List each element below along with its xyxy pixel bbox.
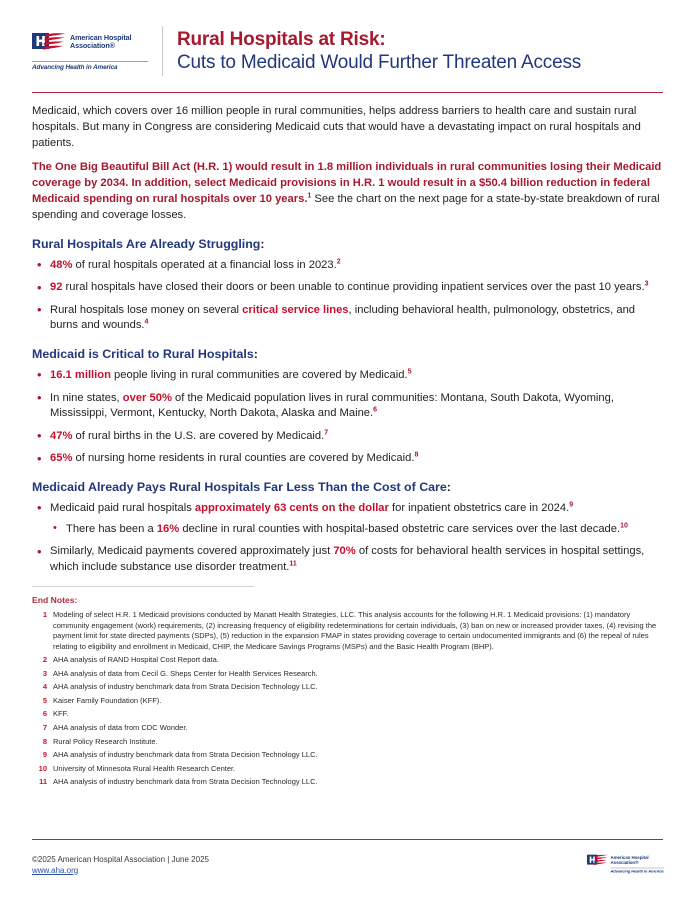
header-vertical-divider [162, 26, 163, 76]
footer-logo-wordmark [610, 854, 663, 866]
end-note-item [32, 777, 663, 787]
bullet-item [32, 368, 663, 384]
bullet-highlight: over 50% [122, 391, 172, 404]
bullet-footnote-ref: 5 [407, 368, 412, 376]
bullet-text: of rural hospitals operated at a financial loss in 2023. [72, 258, 337, 271]
footer-logo-line-1: American Hospital [609, 854, 649, 861]
section-heading-text: Medicaid is Critical to Rural Hospitals [32, 346, 254, 361]
bullet-footnote-ref: 4 [144, 318, 149, 326]
end-note-number: 5 [42, 695, 47, 705]
end-note-number: 8 [42, 736, 47, 746]
bullet-lead-text: Rural hospitals lose money on several [50, 303, 243, 316]
end-note-text: AHA analysis of industry benchmark data from Strata Decision Technology LLC. [53, 682, 318, 692]
footer-rule [32, 839, 663, 840]
footer-copyright: ©2025 American Hospital Association | June 2025 [32, 854, 209, 864]
end-note-number: 6 [42, 709, 47, 719]
section-heading-colon: : [253, 346, 258, 361]
section-bullet-list [32, 368, 663, 467]
end-note-number: 10 [38, 763, 47, 773]
end-note-number: 3 [42, 668, 47, 678]
page-title: Rural Hospitals at Risk: [177, 28, 386, 50]
end-note-text: AHA analysis of RAND Hospital Cost Report data. [53, 655, 219, 665]
bullet-footnote-ref: 8 [414, 451, 419, 459]
bullet-item [32, 303, 663, 334]
end-note-item [32, 682, 663, 692]
bullet-text: of costs for behavioral health services in hospital settings, which include substance use disorder treatment. [50, 545, 645, 573]
end-note-number: 1 [42, 610, 47, 620]
end-note-text: AHA analysis of industry benchmark data from Strata Decision Technology LLC. [53, 750, 318, 760]
end-note-item [32, 723, 663, 733]
bullet-text: people living in rural communities are covered by Medicaid. [110, 368, 408, 381]
bullet-item [32, 258, 663, 274]
bullet-text: of rural births in the U.S. are covered by Medicaid. [72, 429, 325, 442]
section-heading [32, 237, 663, 252]
end-note-item [32, 655, 663, 665]
bullet-footnote-ref: 9 [569, 501, 574, 509]
section-bullet-list [32, 501, 663, 575]
bullet-highlight: 48% [50, 258, 73, 271]
end-note-text: Rural Policy Research Institute. [53, 736, 158, 746]
bullet-footnote-ref: 7 [324, 429, 329, 436]
page-subtitle: Cuts to Medicaid Would Further Threaten Access [177, 51, 582, 73]
intro-paragraph-2 [32, 160, 663, 223]
end-note-item [32, 750, 663, 760]
bullet-text: for inpatient obstetrics care in 2024. [388, 501, 570, 514]
bullet-highlight: 16.1 million [50, 368, 111, 381]
intro-block [32, 104, 663, 224]
header-titles [177, 28, 663, 75]
end-notes-divider [32, 586, 254, 587]
end-note-text: KFF. [53, 709, 69, 719]
bullet-footnote-ref: 11 [289, 559, 297, 567]
aha-logo [32, 32, 156, 71]
end-note-item [32, 737, 663, 747]
logo-wordmark [70, 32, 131, 51]
end-note-number: 11 [39, 777, 47, 787]
logo-line-1: American Hospital [70, 32, 132, 42]
bullet-item [32, 391, 663, 422]
bullet-highlight: critical service lines [242, 303, 349, 316]
logo-divider [32, 61, 148, 62]
document-footer [32, 839, 663, 880]
footer-logo-tagline: Advancing Health in America [609, 869, 663, 874]
footer-left [32, 854, 209, 875]
sub-bullet-list [50, 522, 663, 538]
bullet-highlight: 47% [50, 429, 73, 442]
bullet-lead-text: Similarly, Medicaid payments covered approximately just [50, 545, 334, 558]
section-heading-text: Rural Hospitals Are Already Struggling [32, 236, 261, 251]
bullet-lead-text: There has been a [66, 522, 157, 535]
end-notes-title: End Notes: [32, 595, 78, 606]
footer-logo-divider [610, 868, 663, 869]
end-note-text: Kaiser Family Foundation (KFF). [53, 695, 162, 705]
bullet-item [32, 280, 663, 296]
bullet-footnote-ref: 6 [373, 406, 378, 414]
bullet-text: decline in rural counties with hospital-based obstetric care services over the last decade. [179, 522, 621, 535]
bullet-footnote-ref: 3 [644, 280, 649, 288]
intro-paragraph-1: Medicaid, which covers over 16 million people in rural communities, helps address barriers to health care and sustain rural hospitals. But many in Congress are considering Medicaid cuts that would have a devastating impact on rural hospitals and patients. [32, 105, 641, 149]
end-note-text: University of Minnesota Rural Health Research Center. [53, 763, 236, 773]
header-rule [32, 92, 663, 93]
section-heading-colon: : [446, 479, 451, 494]
section-heading-text: Medicaid Already Pays Rural Hospitals Far Less Than the Cost of Care [32, 479, 447, 494]
intro-p2-footnote-ref: 1 [307, 192, 312, 200]
section-heading [32, 347, 663, 362]
end-note-item [32, 669, 663, 679]
aha-flag-h-icon [32, 32, 66, 58]
end-note-number: 2 [42, 655, 47, 665]
bullet-item [32, 451, 663, 467]
bullet-item [32, 501, 663, 537]
bullet-highlight: 65% [50, 452, 73, 465]
bullet-text: rural hospitals have closed their doors or been unable to continue providing inpatient services over the past 10 years. [62, 281, 645, 294]
bullet-lead-text: Medicaid paid rural hospitals [50, 501, 195, 514]
content-sections [32, 237, 663, 576]
bullet-lead-text: In nine states, [50, 391, 123, 404]
bullet-item [32, 429, 663, 445]
footer-aha-logo [586, 854, 663, 874]
end-note-number: 7 [42, 723, 47, 733]
section-heading [32, 480, 663, 495]
document-header [32, 0, 663, 80]
section-bullet-list [32, 258, 663, 334]
bullet-item [32, 544, 663, 575]
section-heading-colon: : [260, 236, 265, 251]
bullet-highlight: 92 [50, 281, 63, 294]
bullet-text: of nursing home residents in rural counties are covered by Medicaid. [72, 452, 415, 465]
sub-bullet-item [50, 522, 663, 538]
bullet-highlight: approximately 63 cents on the dollar [194, 501, 389, 514]
end-note-number: 9 [42, 750, 47, 760]
bullet-text: of the Medicaid population lives in rural communities: Montana, South Dakota, Wyoming, Mississippi, Vermont, Kentucky, North Dakota, Alaska and Maine. [50, 391, 614, 420]
end-note-number: 4 [42, 682, 47, 692]
logo-line-2: Association® [70, 41, 115, 51]
footer-logo-line-2: Association® [609, 860, 638, 866]
bullet-highlight: 70% [333, 545, 356, 558]
end-note-item [32, 709, 663, 719]
end-note-item [32, 696, 663, 706]
end-note-text: AHA analysis of industry benchmark data from Strata Decision Technology LLC. [53, 777, 318, 787]
end-note-text: AHA analysis of data from CDC Wonder. [53, 723, 188, 733]
intro-p2-tail-text: See the chart on the next page for a state-by-state breakdown of rural spending and coverage losses. [32, 192, 660, 221]
footer-website-link[interactable]: www.aha.org [32, 865, 79, 875]
bullet-footnote-ref: 10 [620, 521, 628, 529]
bullet-highlight: 16% [156, 522, 180, 535]
footer-aha-flag-h-icon [586, 854, 607, 870]
end-note-item [32, 610, 663, 652]
end-note-item [32, 764, 663, 774]
bullet-text: , including behavioral health, pulmonology, obstetrics, and burns and wounds. [50, 303, 636, 332]
intro-p2-red-text: The One Big Beautiful Bill Act (H.R. 1) would result in 1.8 million individuals in rural communities losing their Medicaid coverage by 2034. In addition, select Medicaid provisions in H.R. 1 would result in a $50.4 billion reduction in federal Medicaid spending on rural hospitals over 10 years. [32, 161, 662, 205]
logo-tagline: Advancing Health in America [32, 63, 118, 71]
end-note-text: Modeling of select H.R. 1 Medicaid provisions conducted by Manatt Health Strategies, LLC. This analysis accounts for the following H.R. 1 Medicaid provisions: (1) mandatory community engagement (work) requirements, (2) increasing frequency of eligibility redeterminations for certain individuals, (3) ban on new or increased provider taxes, (4) revising the payment limit for state directed payments (SDPs), (5) reduction in the expansion FMAP in states providing coverage to certain undocumented immigrants and (6) the repeal of rules relating to eligibility and enrollment in Medicaid, CHIP, the Medicare Savings Programs (MSPs) and the Basic Health Program (BHP). [53, 610, 657, 651]
end-note-text: AHA analysis of data from Cecil G. Sheps Center for Health Services Research. [53, 668, 318, 678]
end-notes-list [32, 610, 663, 788]
bullet-footnote-ref: 2 [336, 257, 341, 265]
